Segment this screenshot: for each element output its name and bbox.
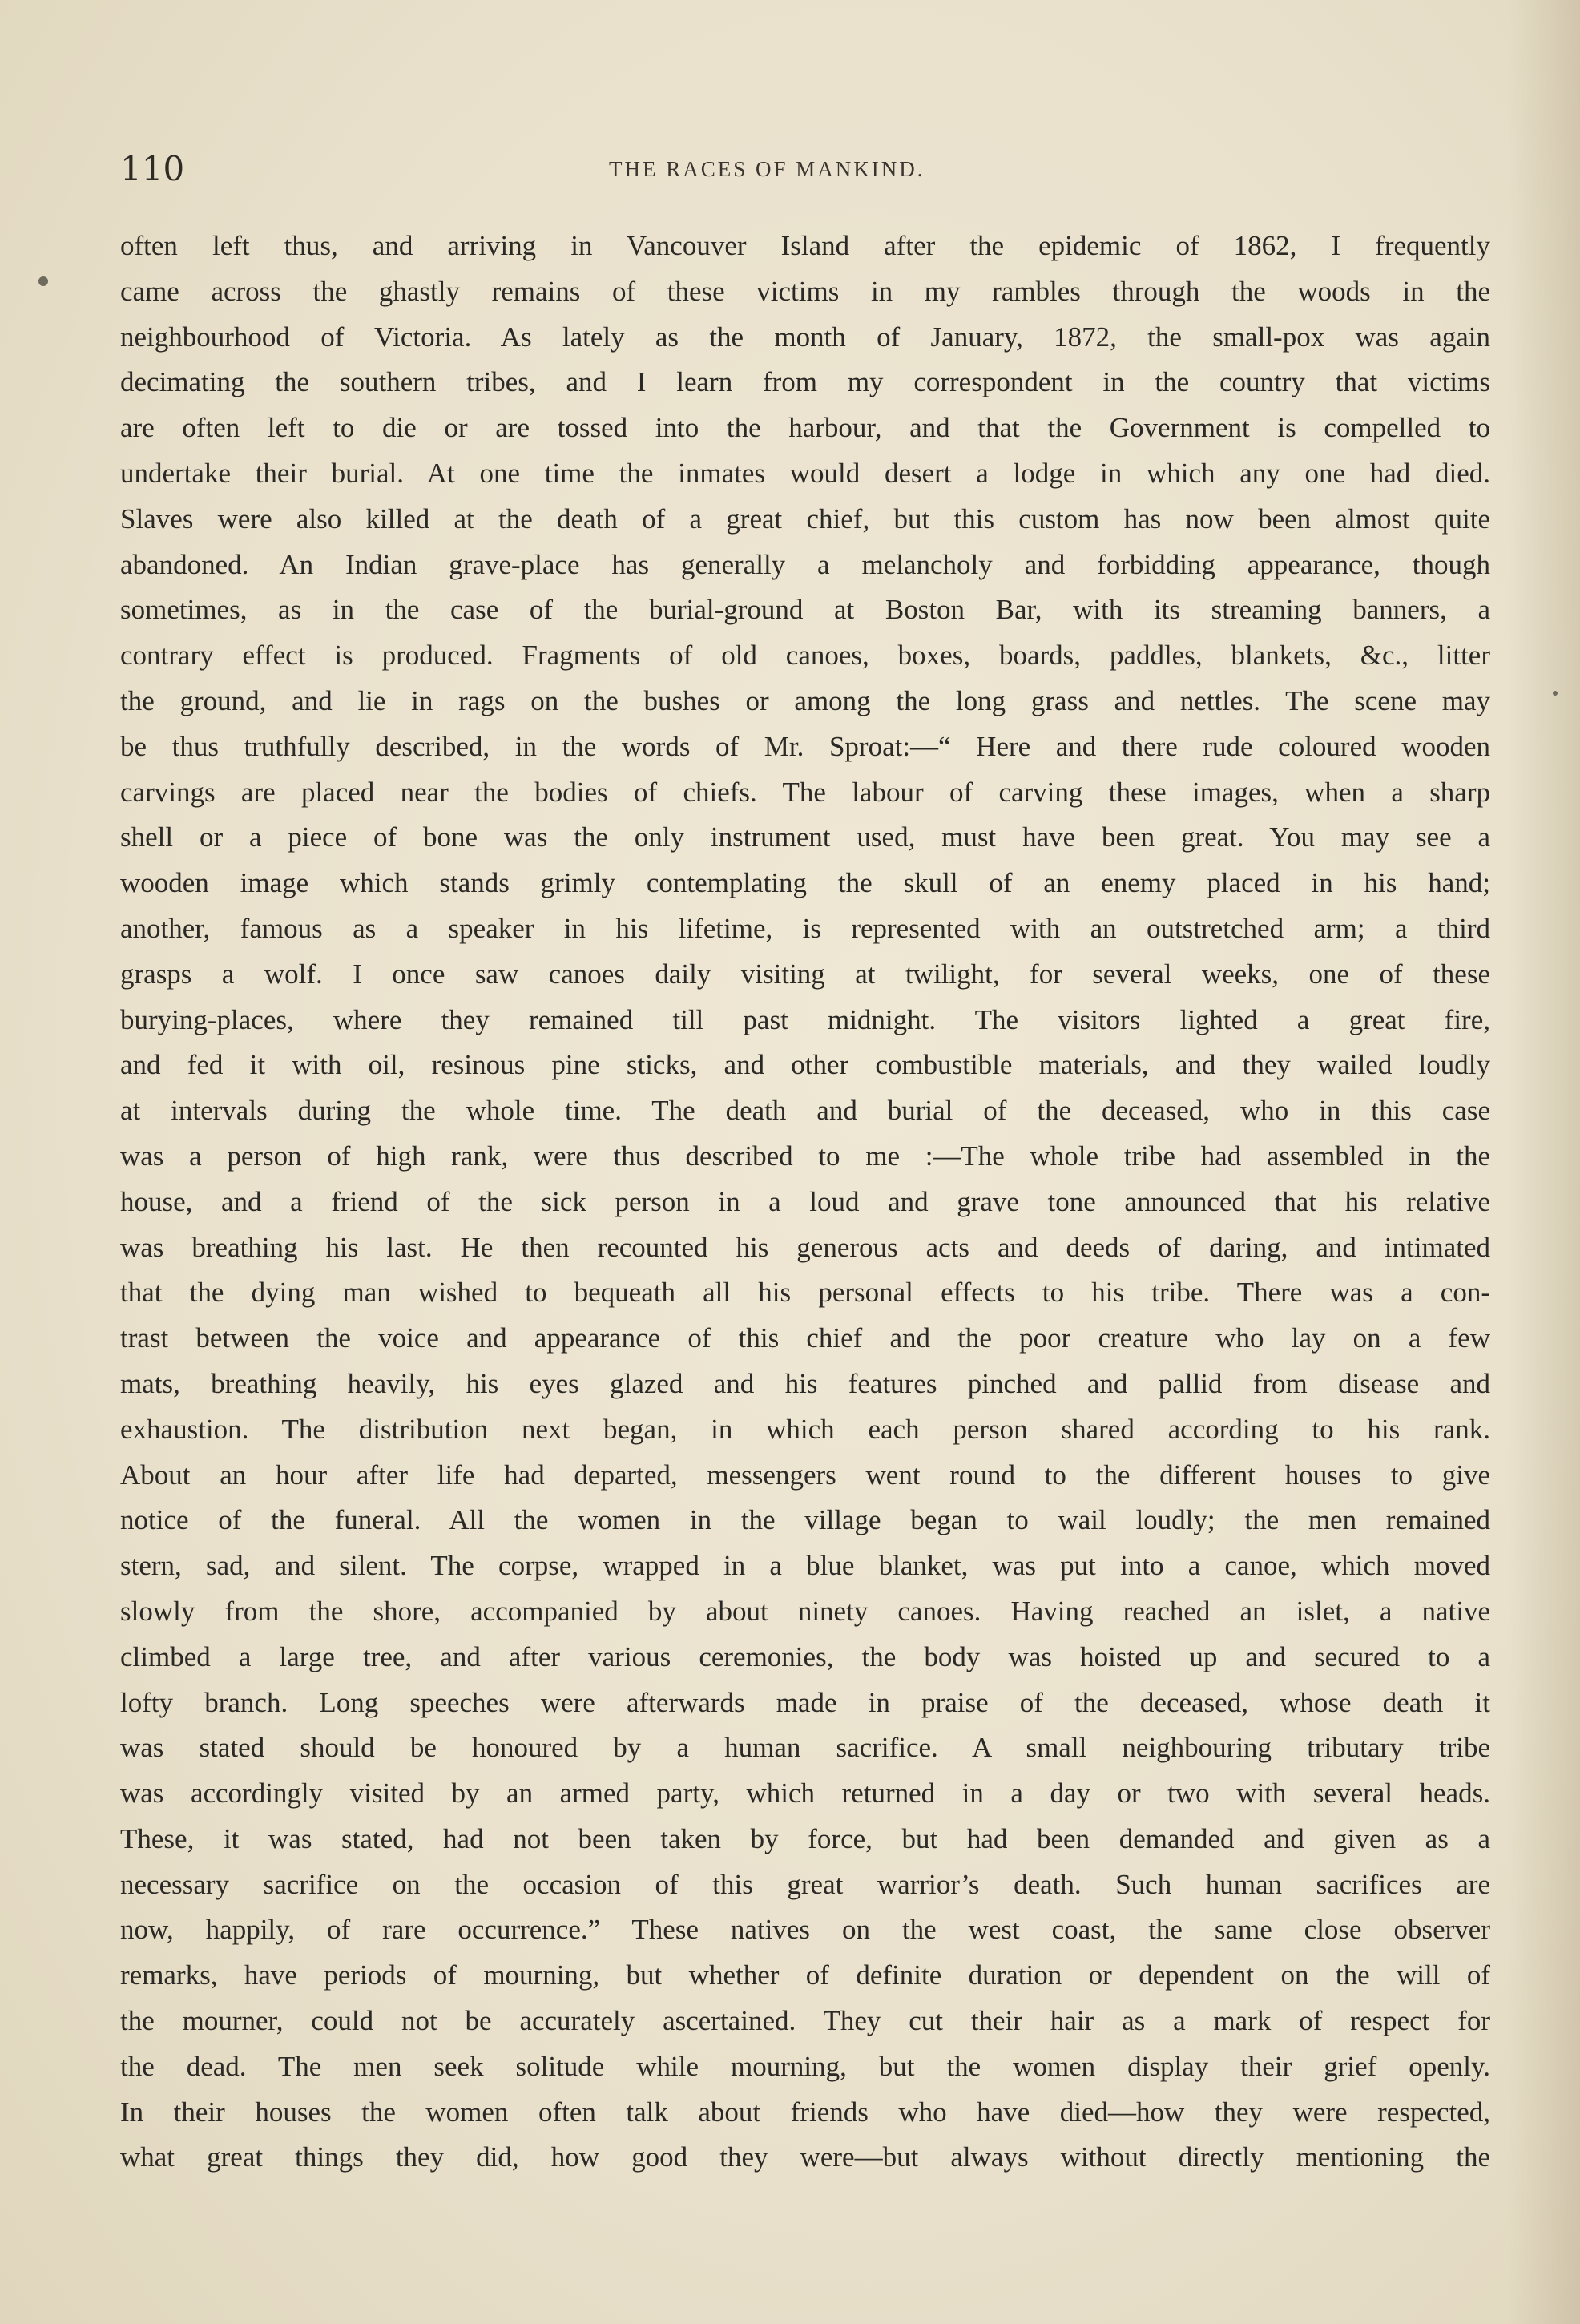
text-line: the mourner, could not be accurately ascertained. They cut their hair as a mark of respect for [120, 2005, 1490, 2037]
text-line: abandoned. An Indian grave-place has generally a melancholy and forbidding appearance, though [120, 548, 1490, 580]
text-line: was a person of high rank, were thus described to me :—The whole tribe had assembled in the [120, 1140, 1490, 1172]
text-line: These, it was stated, had not been taken by force, but had been demanded and given as a [120, 1822, 1490, 1854]
text-line: wooden image which stands grimly contemplating the skull of an enemy placed in his hand; [120, 867, 1490, 899]
text-line: house, and a friend of the sick person in a loud and grave tone announced that his relative [120, 1185, 1490, 1217]
text-line: undertake their burial. At one time the inmates would desert a lodge in which any one had died. [120, 457, 1490, 489]
text-line: now, happily, of rare occurrence.” These natives on the west coast, the same close observer [120, 1914, 1490, 1946]
text-line: another, famous as a speaker in his lifetime, is represented with an outstretched arm; a third [120, 912, 1490, 944]
text-line: the dead. The men seek solitude while mourning, but the women display their grief openly. [120, 2050, 1490, 2082]
text-line: remarks, have periods of mourning, but whether of definite duration or dependent on the will of [120, 1959, 1490, 1991]
text-line: mats, breathing heavily, his eyes glazed and his features pinched and pallid from disease and [120, 1367, 1490, 1399]
text-line: lofty branch. Long speeches were afterwards made in praise of the deceased, whose death it [120, 1686, 1490, 1718]
text-line: came across the ghastly remains of these victims in my rambles through the woods in the [120, 275, 1490, 307]
text-line: the ground, and lie in rags on the bushes or among the long grass and nettles. The scene may [120, 684, 1490, 716]
text-line: neighbourhood of Victoria. As lately as the month of January, 1872, the small-pox was again [120, 321, 1490, 353]
text-line: was accordingly visited by an armed party, which returned in a day or two with several heads. [120, 1777, 1490, 1810]
text-line: at intervals during the whole time. The death and burial of the deceased, who in this case [120, 1095, 1490, 1127]
text-line: carvings are placed near the bodies of chiefs. The labour of carving these images, when a sharp [120, 776, 1490, 808]
text-line: and fed it with oil, resinous pine sticks, and other combustible materials, and they wailed loudly [120, 1049, 1490, 1081]
text-line: decimating the southern tribes, and I learn from my correspondent in the country that victims [120, 366, 1490, 398]
page-header [120, 149, 1482, 197]
text-line: exhaustion. The distribution next began, in which each person shared according to his rank. [120, 1413, 1490, 1445]
text-line: In their houses the women often talk about friends who have died—how they were respected, [120, 2096, 1490, 2128]
text-line: are often left to die or are tossed into the harbour, and that the Government is compelled to [120, 412, 1490, 444]
text-line: what great things they did, how good they were—but always without directly mentioning the [120, 2141, 1490, 2173]
text-line: Slaves were also killed at the death of a great chief, but this custom has now been almost quite [120, 502, 1490, 535]
body-text [120, 224, 1490, 2181]
text-line: About an hour after life had departed, messengers went round to the different houses to give [120, 1459, 1490, 1491]
paper-speck [38, 276, 48, 286]
text-line: sometimes, as in the case of the burial-ground at Boston Bar, with its streaming banners, a [120, 594, 1490, 626]
text-line: climbed a large tree, and after various ceremonies, the body was hoisted up and secured to a [120, 1640, 1490, 1672]
text-line: trast between the voice and appearance of this chief and the poor creature who lay on a few [120, 1322, 1490, 1354]
text-line: grasps a wolf. I once saw canoes daily visiting at twilight, for several weeks, one of these [120, 958, 1490, 990]
text-line: was breathing his last. He then recounted his generous acts and deeds of daring, and intimated [120, 1231, 1490, 1263]
text-line: shell or a piece of bone was the only instrument used, must have been great. You may see a [120, 821, 1490, 853]
page-edge-shadow [1508, 0, 1580, 2324]
page-number: 110 [120, 149, 185, 188]
text-line: burying-places, where they remained till past midnight. The visitors lighted a great fire, [120, 1003, 1490, 1035]
text-line: stern, sad, and silent. The corpse, wrapped in a blue blanket, was put into a canoe, which moved [120, 1550, 1490, 1582]
text-line: often left thus, and arriving in Vancouver Island after the epidemic of 1862, I frequently [120, 230, 1490, 261]
text-line: that the dying man wished to bequeath all his personal effects to his tribe. There was a con- [120, 1277, 1490, 1309]
running-title: THE RACES OF MANKIND. [609, 157, 925, 181]
text-line: be thus truthfully described, in the words of Mr. Sproat:—“ Here and there rude coloured wooden [120, 730, 1490, 762]
text-line: was stated should be honoured by a human sacrifice. A small neighbouring tributary tribe [120, 1732, 1490, 1764]
text-line: notice of the funeral. All the women in the village began to wail loudly; the men remained [120, 1504, 1490, 1536]
text-line: necessary sacrifice on the occasion of this great warrior’s death. Such human sacrifices are [120, 1868, 1490, 1900]
text-line: slowly from the shore, accompanied by about ninety canoes. Having reached an islet, a native [120, 1595, 1490, 1627]
paper-speck [1553, 691, 1558, 696]
text-line: contrary effect is produced. Fragments of old canoes, boxes, boards, paddles, blankets, &c., litter [120, 640, 1490, 672]
